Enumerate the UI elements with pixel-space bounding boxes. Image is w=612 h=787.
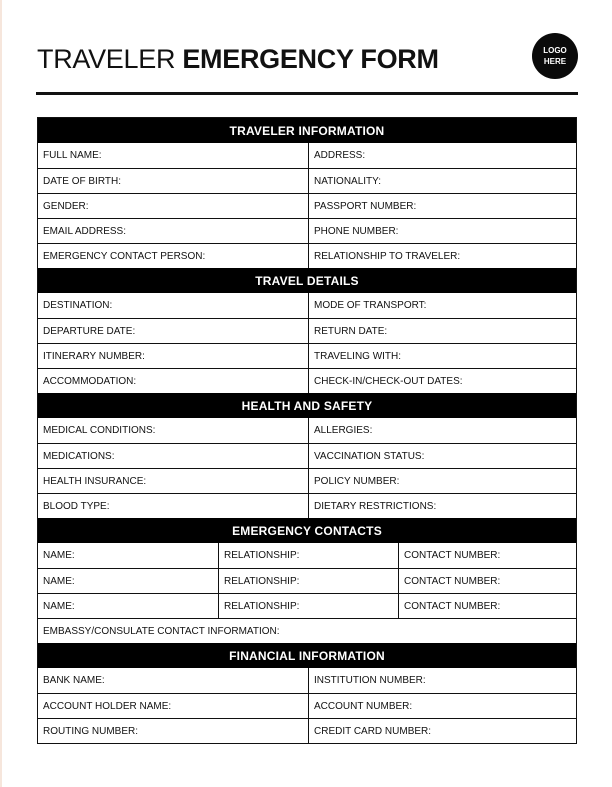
form-row [38,193,576,218]
title-divider [36,92,578,95]
field-traveling-with[interactable]: TRAVELING WITH: [308,344,576,368]
section-header-traveler: TRAVELER INFORMATION [38,118,576,143]
field-contact-number[interactable]: CONTACT NUMBER: [398,594,576,618]
form-row [38,243,576,268]
field-institution-number[interactable]: INSTITUTION NUMBER: [308,668,576,693]
section-header-health: HEALTH AND SAFETY [38,393,576,418]
field-address[interactable]: ADDRESS: [308,143,576,168]
field-account-holder-name[interactable]: ACCOUNT HOLDER NAME: [43,700,172,712]
field-nationality[interactable]: NATIONALITY: [308,169,576,193]
field-mode-of-transport[interactable]: MODE OF TRANSPORT: [308,293,576,318]
field-policy-number[interactable]: POLICY NUMBER: [308,469,576,493]
field-accommodation[interactable]: ACCOMMODATION: [43,375,137,387]
field-contact-relationship[interactable]: RELATIONSHIP: [218,569,398,593]
page-edge [0,0,2,787]
field-phone-number[interactable]: PHONE NUMBER: [308,219,576,243]
field-gender[interactable]: GENDER: [43,200,89,212]
field-contact-number[interactable]: CONTACT NUMBER: [398,543,576,568]
form-row [38,693,576,718]
field-return-date[interactable]: RETURN DATE: [308,319,576,343]
field-vaccination-status[interactable]: VACCINATION STATUS: [308,444,576,468]
form-row [38,168,576,193]
field-contact-name[interactable]: NAME: [43,575,75,587]
logo-line-2: HERE [543,57,567,66]
field-health-insurance[interactable]: HEALTH INSURANCE: [43,475,147,487]
field-contact-name[interactable]: NAME: [43,600,75,612]
field-contact-relationship[interactable]: RELATIONSHIP: [218,594,398,618]
emergency-form [37,117,577,744]
field-dietary-restrictions[interactable]: DIETARY RESTRICTIONS: [308,494,576,518]
field-destination[interactable]: DESTINATION: [43,300,113,311]
form-row [38,668,576,693]
form-row [38,568,576,593]
page-title [37,44,439,75]
form-row [38,618,576,643]
logo-line-1: LOGO [543,46,567,55]
form-row [38,218,576,243]
form-row [38,143,576,168]
field-embassy-contact[interactable]: EMBASSY/CONSULATE CONTACT INFORMATION: [43,625,280,637]
form-row [38,718,576,743]
field-departure-date[interactable]: DEPARTURE DATE: [43,325,136,337]
form-row [38,468,576,493]
field-contact-relationship[interactable]: RELATIONSHIP: [218,543,398,568]
field-medications[interactable]: MEDICATIONS: [43,450,115,462]
title-bold: EMERGENCY FORM [182,44,439,74]
field-medical-conditions[interactable]: MEDICAL CONDITIONS: [43,425,156,436]
field-contact-name[interactable]: NAME: [43,550,75,561]
section-header-travel: TRAVEL DETAILS [38,268,576,293]
field-routing-number[interactable]: ROUTING NUMBER: [43,725,138,737]
field-email-address[interactable]: EMAIL ADDRESS: [43,225,126,237]
field-credit-card-number[interactable]: CREDIT CARD NUMBER: [308,719,576,743]
field-blood-type[interactable]: BLOOD TYPE: [43,500,110,512]
form-row [38,368,576,393]
field-bank-name[interactable]: BANK NAME: [43,675,105,686]
field-check-in-out-dates[interactable]: CHECK-IN/CHECK-OUT DATES: [308,369,576,393]
field-itinerary-number[interactable]: ITINERARY NUMBER: [43,350,145,362]
field-passport-number[interactable]: PASSPORT NUMBER: [308,194,576,218]
form-row [38,493,576,518]
section-header-contacts: EMERGENCY CONTACTS [38,518,576,543]
section-header-financial: FINANCIAL INFORMATION [38,643,576,668]
form-row [38,318,576,343]
field-contact-number[interactable]: CONTACT NUMBER: [398,569,576,593]
form-row [38,418,576,443]
title-light: TRAVELER [37,44,176,74]
field-allergies[interactable]: ALLERGIES: [308,418,576,443]
field-date-of-birth[interactable]: DATE OF BIRTH: [43,175,121,187]
field-emergency-contact-person[interactable]: EMERGENCY CONTACT PERSON: [43,250,206,262]
form-row [38,343,576,368]
form-row [38,443,576,468]
form-row [38,293,576,318]
field-account-number[interactable]: ACCOUNT NUMBER: [308,694,576,718]
field-full-name[interactable]: FULL NAME: [43,150,102,161]
field-relationship-to-traveler[interactable]: RELATIONSHIP TO TRAVELER: [308,244,576,268]
form-row [38,593,576,618]
logo-placeholder [532,33,578,79]
form-row [38,543,576,568]
